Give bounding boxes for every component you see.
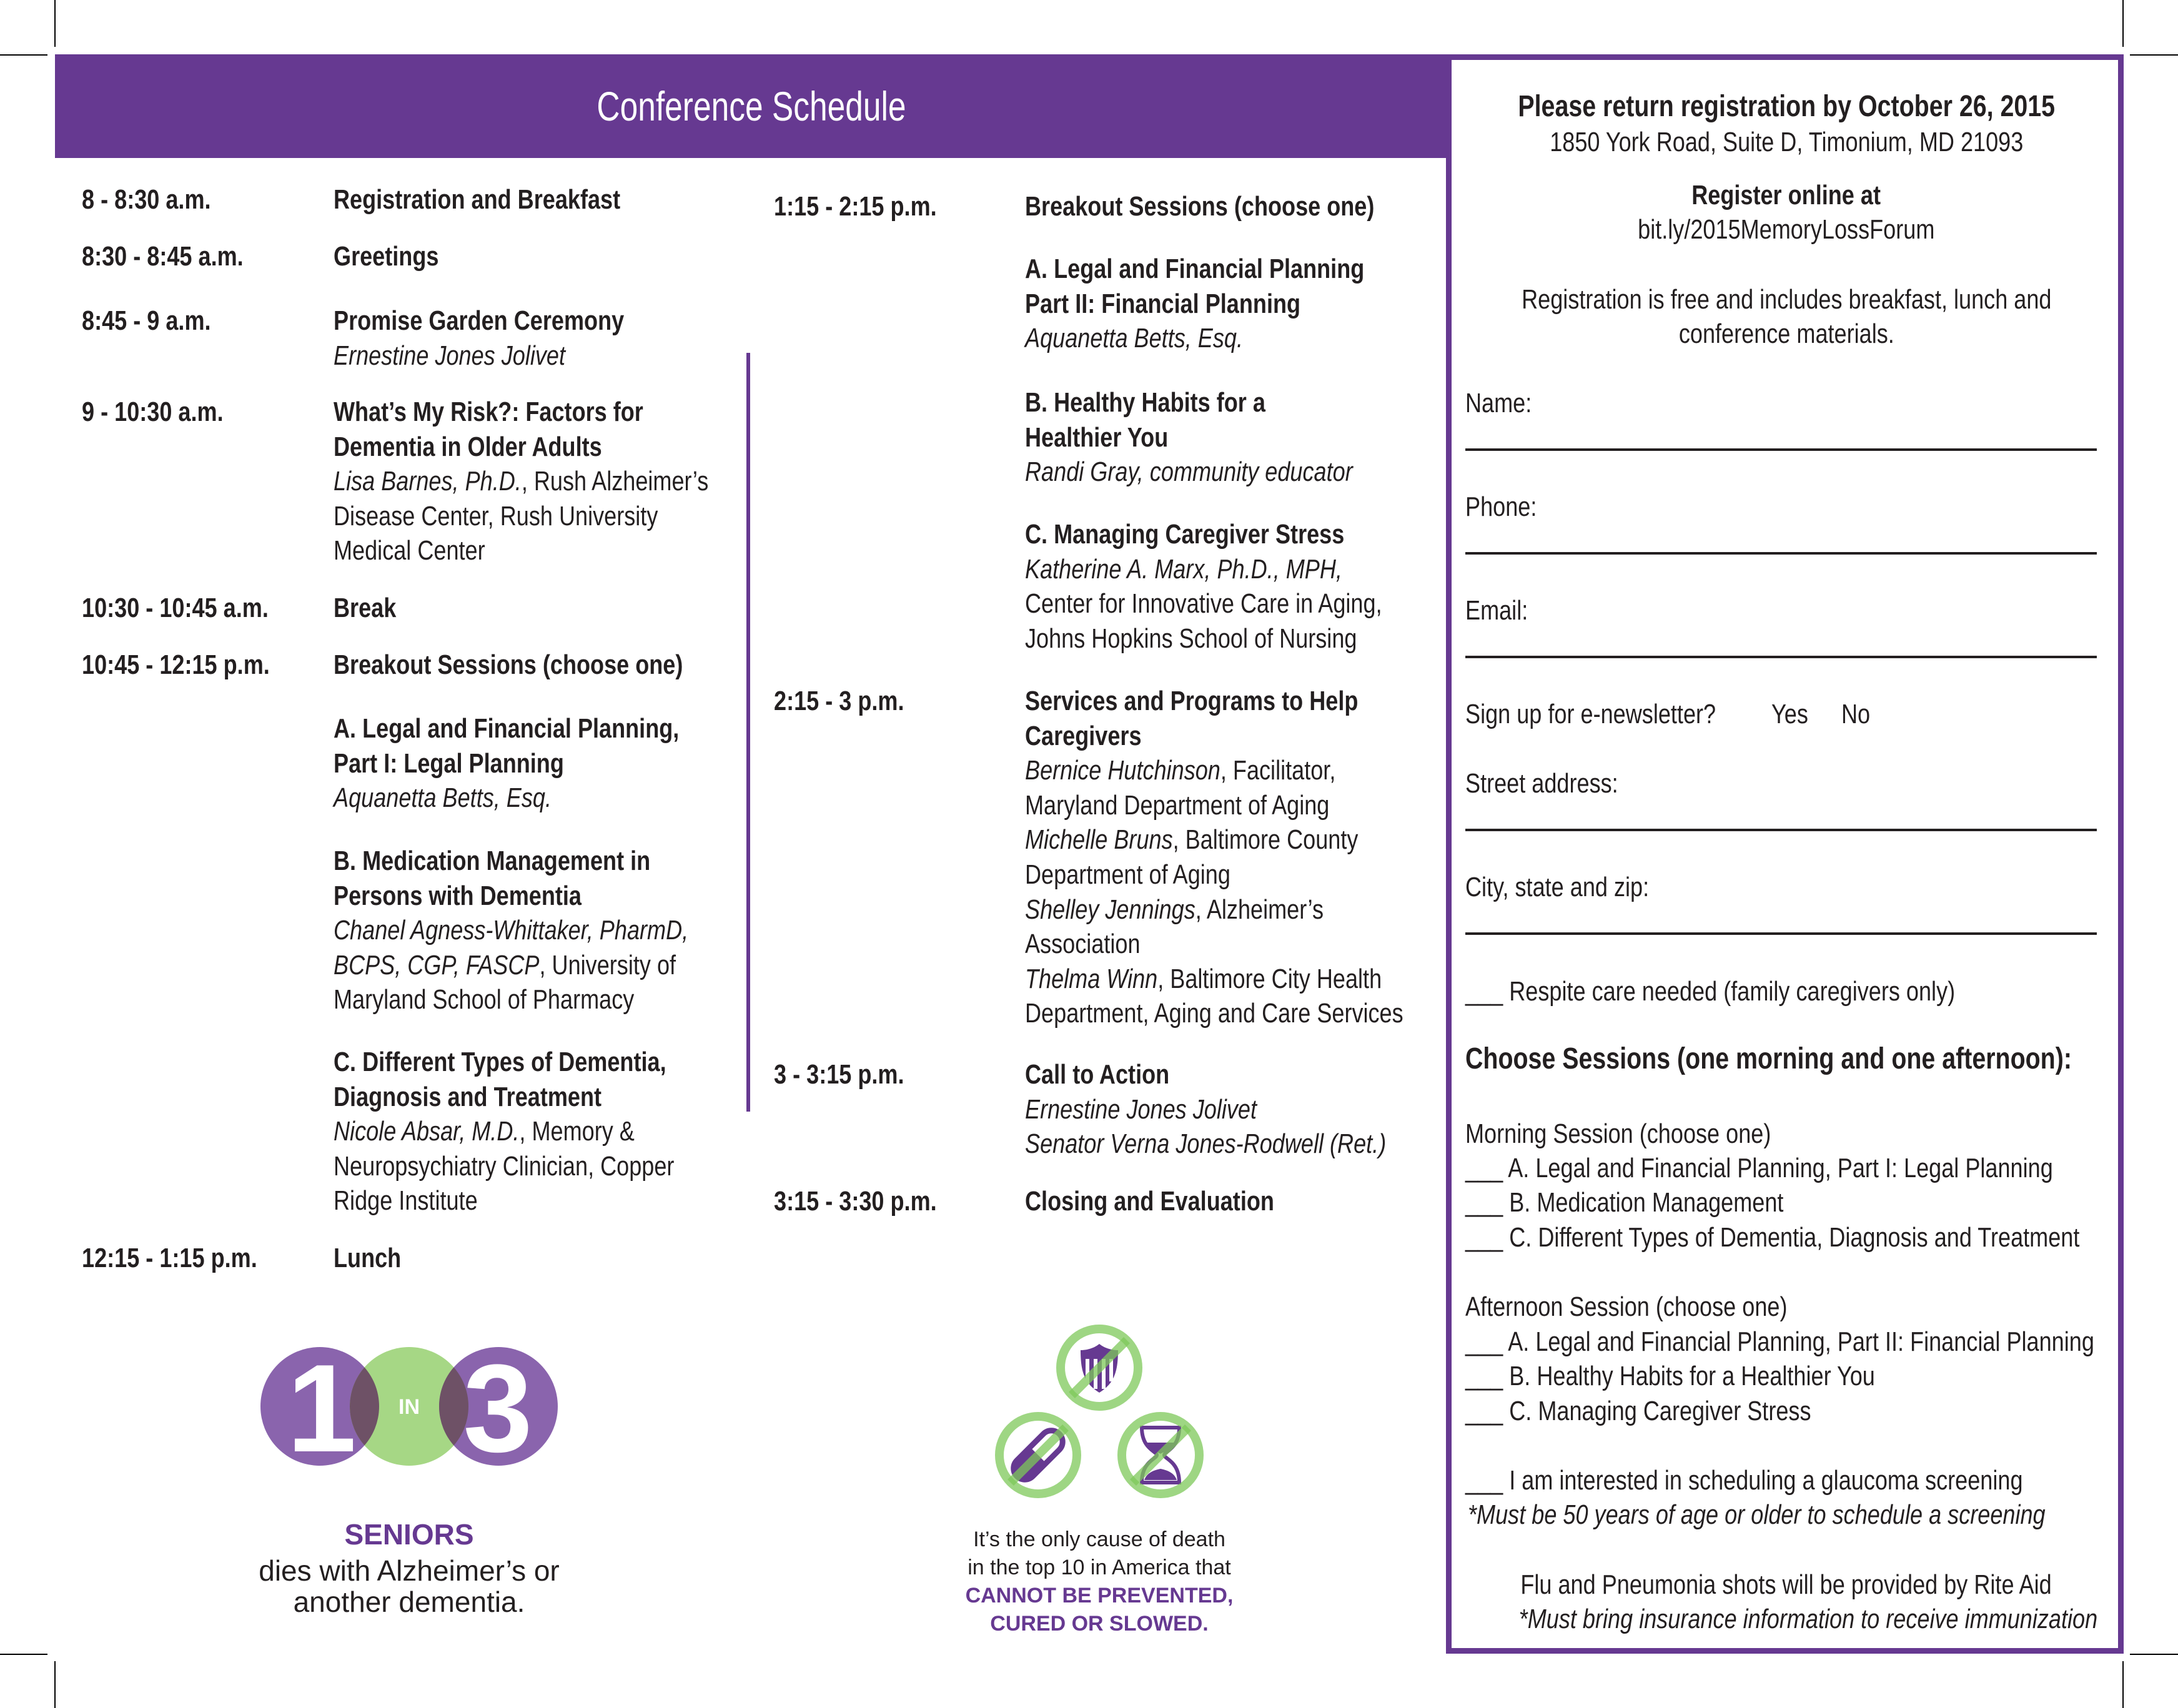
city-label: City, state and zip:	[1465, 872, 1650, 902]
session-detail-line	[1025, 962, 1403, 997]
schedule-item	[1025, 517, 1382, 656]
column-divider	[746, 353, 750, 1112]
speaker-affiliation: Association	[1025, 929, 1141, 960]
session-title: C. Managing Caregiver Stress	[1025, 519, 1345, 550]
session-detail-line	[334, 499, 708, 534]
session-title: Promise Garden Ceremony	[334, 305, 625, 336]
speaker-name: Ernestine Jones Jolivet	[334, 340, 566, 371]
schedule-item	[1025, 684, 1403, 1031]
city-field[interactable]	[1465, 932, 2097, 935]
street-label: Street address:	[1465, 768, 1618, 799]
session-title: Healthier You	[1025, 422, 1169, 453]
afternoon-option[interactable]: ___ C. Managing Caregiver Stress	[1465, 1396, 1811, 1426]
speaker-name: Shelley Jennings	[1025, 894, 1195, 925]
session-detail-line	[1025, 996, 1403, 1031]
email-field[interactable]	[1465, 656, 2097, 658]
newsletter-no[interactable]: No	[1841, 699, 1871, 729]
cause-desc-line: It’s the only cause of death	[973, 1528, 1225, 1551]
session-detail-line	[334, 948, 688, 983]
stat-description	[191, 1555, 628, 1617]
speaker-affiliation: , Baltimore City Health	[1157, 963, 1382, 994]
newsletter-yes[interactable]: Yes	[1771, 699, 1808, 729]
speaker-affiliation: Maryland School of Pharmacy	[334, 984, 635, 1015]
session-detail-line	[1025, 552, 1382, 587]
afternoon-option[interactable]: ___ B. Healthy Habits for a Healthier You	[1465, 1361, 1875, 1391]
speaker-affiliation: Ridge Institute	[334, 1185, 478, 1217]
speaker-affiliation: Maryland Department of Aging	[1025, 789, 1330, 821]
session-title: Caregivers	[1025, 720, 1142, 751]
morning-option[interactable]: ___ C. Different Types of Dementia, Diagnosis and Treatment	[1465, 1222, 2080, 1253]
speaker-name: Thelma Winn	[1025, 963, 1158, 994]
speaker-name: Randi Gray, community educator	[1025, 457, 1353, 488]
speaker-affiliation: Disease Center, Rush University	[334, 500, 658, 531]
session-title: Break	[334, 593, 397, 623]
schedule-time: 2:15 - 3 p.m.	[774, 686, 904, 716]
session-detail-line	[1025, 586, 1382, 621]
cause-description	[912, 1526, 1287, 1638]
stat-desc-line: another dementia.	[293, 1586, 525, 1618]
speaker-name: BCPS, CGP, FASCP	[334, 949, 540, 980]
speaker-affiliation: Department, Aging and Care Services	[1025, 998, 1403, 1029]
schedule-item	[334, 182, 620, 217]
schedule-time: 8:45 - 9 a.m.	[82, 305, 211, 336]
hourglass-icon	[1122, 1416, 1199, 1494]
session-title: Greetings	[334, 241, 439, 272]
session-detail-line	[334, 338, 624, 373]
stat-number-three: 3	[463, 1344, 533, 1469]
schedule-item	[334, 844, 688, 1017]
session-title: Breakout Sessions (choose one)	[334, 649, 683, 680]
session-title: A. Legal and Financial Planning	[1025, 254, 1365, 284]
cause-icons	[993, 1324, 1205, 1499]
phone-label: Phone:	[1465, 491, 1537, 522]
respite-checkbox[interactable]: ___ Respite care needed (family caregivers only)	[1465, 976, 1956, 1007]
session-title: What’s My Risk?: Factors for	[334, 397, 643, 427]
speaker-name: Ernestine Jones Jolivet	[1025, 1093, 1257, 1125]
schedule-item	[1025, 189, 1374, 224]
schedule-item	[334, 239, 438, 274]
schedule-time: 8:30 - 8:45 a.m.	[82, 241, 244, 272]
session-title: Breakout Sessions (choose one)	[1025, 191, 1375, 222]
session-title: Registration and Breakfast	[334, 184, 621, 215]
schedule-header	[55, 54, 1448, 158]
speaker-affiliation: , University of	[539, 949, 676, 980]
session-detail-line	[334, 1149, 674, 1184]
morning-option[interactable]: ___ B. Medication Management	[1465, 1187, 1784, 1218]
free-note-line: conference materials.	[1678, 318, 1894, 349]
speaker-name: Aquanetta Betts, Esq.	[1025, 323, 1243, 354]
schedule-time: 12:15 - 1:15 p.m.	[82, 1243, 257, 1273]
morning-heading: Morning Session (choose one)	[1465, 1118, 1771, 1149]
session-detail-line	[1025, 753, 1403, 788]
flu-shots-note: Flu and Pneumonia shots will be provided by Rite Aid	[1520, 1569, 2052, 1600]
speaker-affiliation: , Baltimore County	[1172, 824, 1359, 856]
speaker-affiliation: , Rush Alzheimer’s	[521, 466, 709, 497]
stat-highlight: SENIORS	[344, 1518, 474, 1551]
crop-mark	[2130, 54, 2178, 56]
cause-desc-line: in the top 10 in America that	[968, 1556, 1231, 1579]
one-in-three-graphic	[259, 1344, 559, 1469]
speaker-affiliation: , Facilitator,	[1220, 755, 1336, 786]
schedule-time: 10:30 - 10:45 a.m.	[82, 593, 269, 623]
cause-bold-line: CANNOT BE PREVENTED,	[965, 1584, 1234, 1607]
schedule-item	[1025, 252, 1364, 356]
shield-icon	[1061, 1329, 1138, 1406]
crop-mark	[2122, 1661, 2124, 1708]
stat-desc-line: dies with Alzheimer’s or	[259, 1554, 560, 1587]
schedule-item	[334, 1045, 674, 1218]
crop-mark	[2130, 1654, 2178, 1655]
session-detail-line	[334, 1183, 674, 1218]
speaker-name: Chanel Agness-Whittaker, PharmD,	[334, 915, 689, 946]
session-title: Closing and Evaluation	[1025, 1186, 1274, 1217]
session-title: Lunch	[334, 1243, 402, 1273]
session-detail-line	[1025, 1092, 1386, 1127]
session-detail-line	[334, 781, 679, 816]
speaker-name: Lisa Barnes, Ph.D.	[334, 466, 522, 497]
session-title: Persons with Dementia	[334, 880, 582, 911]
session-title: C. Different Types of Dementia,	[334, 1047, 666, 1077]
session-detail-line	[1025, 892, 1403, 927]
session-title: Diagnosis and Treatment	[334, 1081, 602, 1112]
schedule-item	[334, 304, 624, 373]
session-detail-line	[1025, 788, 1403, 823]
speaker-name: Aquanetta Betts, Esq.	[334, 782, 552, 814]
stat-number-one: 1	[287, 1344, 357, 1469]
crop-mark	[2122, 0, 2124, 47]
session-detail-line	[1025, 321, 1364, 356]
morning-option[interactable]: ___ A. Legal and Financial Planning, Part I: Legal Planning	[1465, 1153, 2053, 1183]
session-title: Part II: Financial Planning	[1025, 288, 1301, 319]
crop-mark	[54, 0, 56, 47]
schedule-time: 8 - 8:30 a.m.	[82, 184, 211, 215]
schedule-item	[334, 1241, 401, 1276]
speaker-name: Katherine A. Marx, Ph.D., MPH,	[1025, 553, 1342, 585]
name-field[interactable]	[1465, 448, 2097, 451]
schedule-time: 3 - 3:15 p.m.	[774, 1059, 904, 1090]
session-title: Call to Action	[1025, 1059, 1170, 1090]
session-detail-line	[334, 464, 708, 499]
session-detail-line	[1025, 621, 1382, 656]
session-title: Dementia in Older Adults	[334, 431, 602, 462]
glaucoma-note: *Must be 50 years of age or older to schedule a screening	[1468, 1499, 2046, 1530]
speaker-affiliation: , Alzheimer’s	[1195, 894, 1324, 925]
newsletter-label: Sign up for e-newsletter?	[1465, 699, 1716, 729]
speaker-affiliation: Neuropsychiatry Clinician, Copper	[334, 1150, 675, 1182]
session-detail-line	[334, 533, 708, 568]
schedule-item	[334, 711, 679, 816]
street-field[interactable]	[1465, 829, 2097, 831]
session-detail-line	[1025, 455, 1353, 490]
registration-deadline: Please return registration by October 26, 2015	[1518, 90, 2055, 123]
session-detail-line	[1025, 1127, 1386, 1162]
schedule-time: 9 - 10:30 a.m.	[82, 397, 224, 427]
register-online-link[interactable]: bit.ly/2015MemoryLossForum	[1638, 214, 1935, 245]
speaker-affiliation: , Memory &	[519, 1116, 635, 1147]
session-detail-line	[334, 982, 688, 1017]
free-note-line: Registration is free and includes breakfast, lunch and	[1521, 284, 2052, 315]
speaker-name: Nicole Absar, M.D.	[334, 1116, 520, 1147]
venn-icon	[259, 1344, 559, 1469]
session-detail-line	[1025, 857, 1403, 892]
session-detail-line	[334, 1114, 674, 1149]
session-detail-line	[1025, 927, 1403, 962]
session-detail-line	[1025, 822, 1403, 857]
speaker-name: Michelle Bruns	[1025, 824, 1173, 856]
speaker-name: Senator Verna Jones-Rodwell (Ret.)	[1025, 1128, 1387, 1160]
name-label: Name:	[1465, 388, 1532, 418]
speaker-affiliation: Medical Center	[334, 535, 485, 566]
schedule-item	[334, 395, 708, 568]
schedule-time: 10:45 - 12:15 p.m.	[82, 649, 270, 680]
crop-mark	[54, 1661, 56, 1708]
afternoon-option[interactable]: ___ A. Legal and Financial Planning, Part II: Financial Planning	[1465, 1326, 2094, 1357]
session-title: Part I: Legal Planning	[334, 748, 564, 779]
phone-field[interactable]	[1465, 552, 2097, 555]
pill-icon	[999, 1416, 1077, 1494]
session-title: Services and Programs to Help	[1025, 686, 1359, 716]
session-title: B. Medication Management in	[334, 846, 651, 876]
schedule-item	[1025, 1184, 1274, 1219]
register-online-heading: Register online at	[1691, 180, 1881, 210]
speaker-affiliation: Center for Innovative Care in Aging,	[1025, 588, 1382, 620]
schedule-item	[1025, 1057, 1386, 1162]
schedule-time: 1:15 - 2:15 p.m.	[774, 191, 937, 222]
email-label: Email:	[1465, 595, 1528, 626]
registration-address: 1850 York Road, Suite D, Timonium, MD 21093	[1549, 127, 2024, 157]
cause-bold-line: CURED OR SLOWED.	[990, 1612, 1209, 1636]
session-title: B. Healthy Habits for a	[1025, 387, 1265, 418]
crop-mark	[0, 1654, 47, 1655]
speaker-name: Bernice Hutchinson	[1025, 755, 1220, 786]
schedule-item	[1025, 385, 1353, 490]
schedule-item	[334, 648, 683, 683]
stat-word-in: IN	[398, 1395, 420, 1419]
choose-sessions-heading: Choose Sessions (one morning and one afternoon):	[1465, 1042, 2072, 1075]
session-detail-line	[334, 913, 688, 948]
insurance-note: *Must bring insurance information to receive immunization	[1518, 1604, 2098, 1634]
speaker-affiliation: Johns Hopkins School of Nursing	[1025, 623, 1357, 654]
schedule-time: 3:15 - 3:30 p.m.	[774, 1186, 937, 1217]
schedule-item	[334, 591, 396, 626]
afternoon-heading: Afternoon Session (choose one)	[1465, 1291, 1788, 1322]
crop-mark	[0, 54, 47, 56]
page-title: Conference Schedule	[596, 83, 906, 129]
speaker-affiliation: Department of Aging	[1025, 859, 1230, 890]
session-title: A. Legal and Financial Planning,	[334, 713, 680, 744]
glaucoma-checkbox[interactable]: ___ I am interested in scheduling a glaucoma screening	[1465, 1465, 2023, 1496]
